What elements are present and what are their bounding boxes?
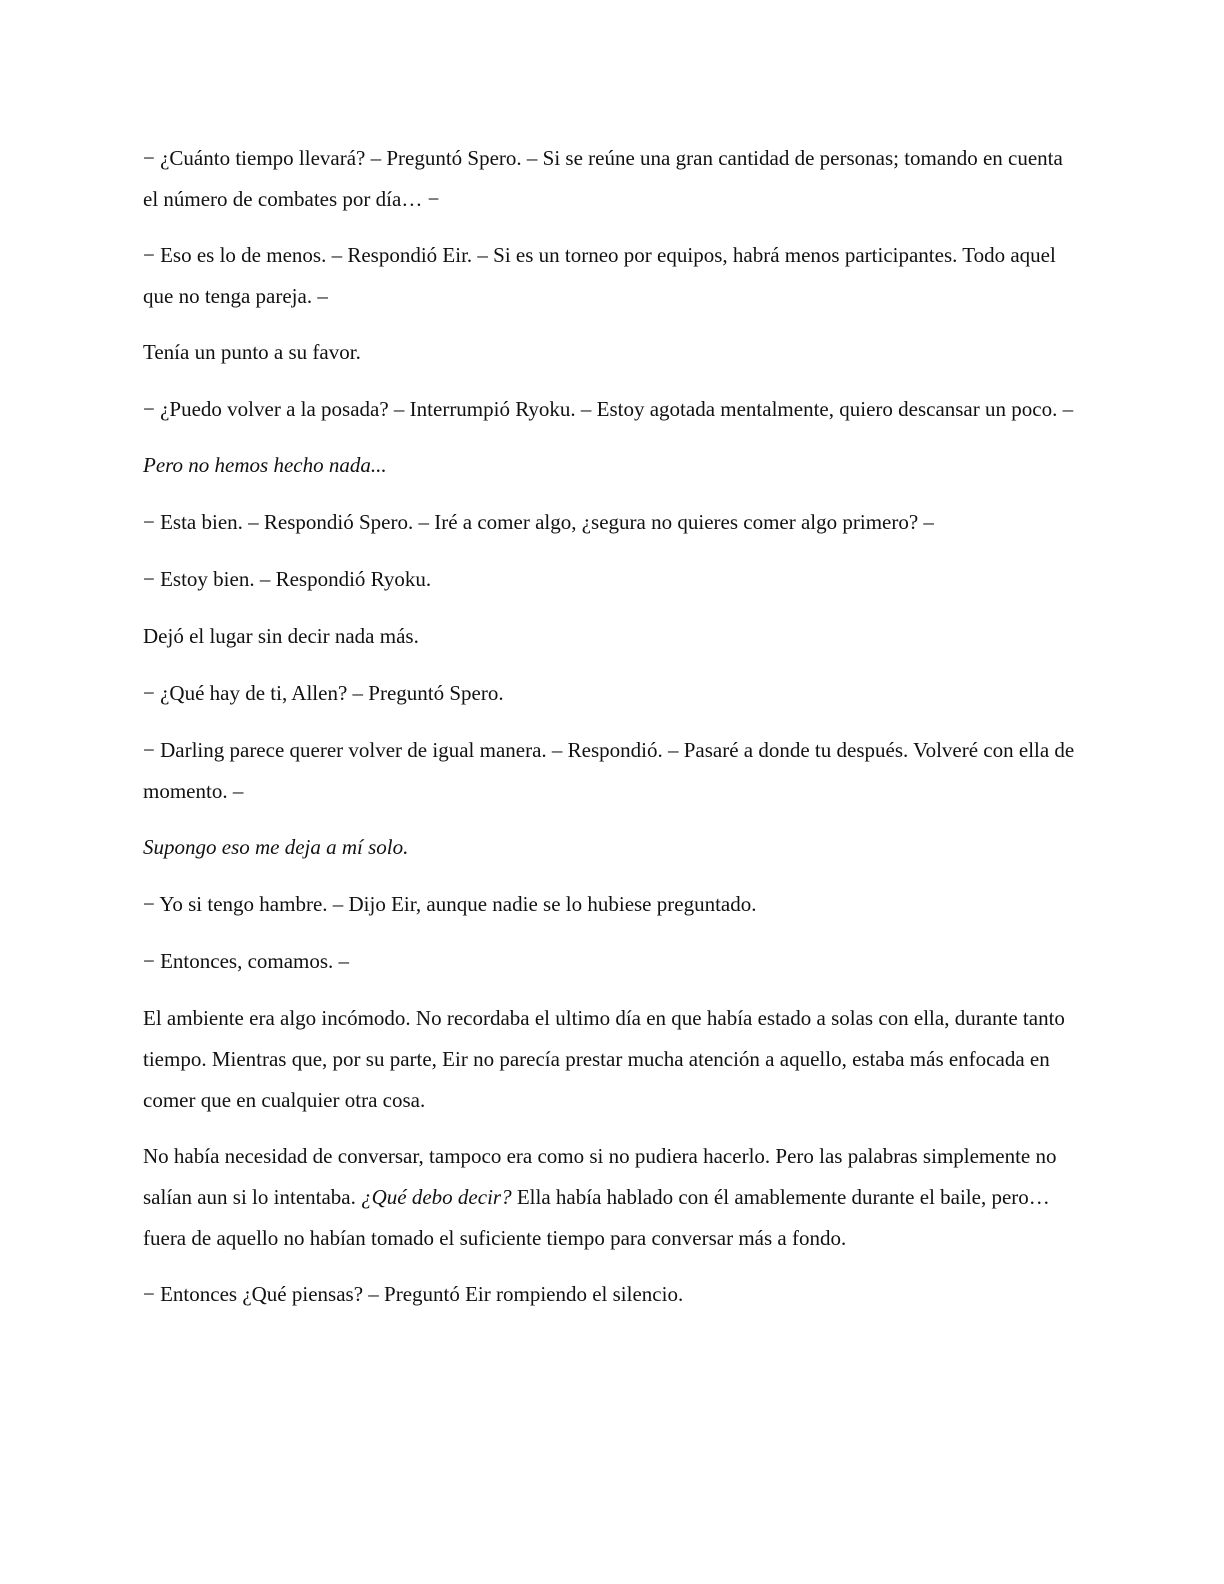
paragraph-text: Tenía un punto a su favor. [143, 340, 361, 364]
italic-thought-inline: ¿Qué debo decir? [361, 1185, 512, 1209]
paragraph-text: − Esta bien. – Respondió Spero. – Iré a comer algo, ¿segura no quieres comer algo primero? – [143, 510, 934, 534]
paragraph [143, 389, 1083, 430]
paragraph [143, 1274, 1083, 1315]
paragraph [143, 502, 1083, 543]
paragraph [143, 941, 1083, 982]
paragraph-text: El ambiente era algo incómodo. No recordaba el ultimo día en que había estado a solas con ella, durante tanto tiempo. Mientras que, por su parte, Eir no parecía prestar mucha atención a aquello, estaba más enfocada en comer que en cualquier otra cosa. [143, 1006, 1065, 1112]
paragraph [143, 673, 1083, 714]
paragraph-italic-thought [143, 445, 1083, 486]
paragraph [143, 235, 1083, 317]
paragraph-text: − Eso es lo de menos. – Respondió Eir. – Si es un torneo por equipos, habrá menos participantes. Todo aquel que no tenga pareja. – [143, 243, 1056, 308]
paragraph [143, 332, 1083, 373]
paragraph-text: No había necesidad de conversar, tampoco era como si no pudiera hacerlo. Pero las palabras simplemente no salían aun si lo intentaba. [143, 1144, 1057, 1209]
paragraph [143, 884, 1083, 925]
paragraph-text: − Darling parece querer volver de igual manera. – Respondió. – Pasaré a donde tu después. Volveré con ella de momento. – [143, 738, 1075, 803]
paragraph [143, 138, 1083, 220]
document-page [143, 138, 1083, 1331]
paragraph-text: − Entonces ¿Qué piensas? – Preguntó Eir rompiendo el silencio. [143, 1282, 684, 1306]
paragraph [143, 1136, 1083, 1259]
paragraph [143, 559, 1083, 600]
paragraph [143, 998, 1083, 1121]
paragraph-text: − ¿Puedo volver a la posada? – Interrumpió Ryoku. – Estoy agotada mentalmente, quiero descansar un poco. – [143, 397, 1074, 421]
paragraph-text: − Estoy bien. – Respondió Ryoku. [143, 567, 432, 591]
paragraph [143, 616, 1083, 657]
paragraph-text: Supongo eso me deja a mí solo. [143, 835, 409, 859]
paragraph-text: − Entonces, comamos. – [143, 949, 350, 973]
paragraph [143, 730, 1083, 812]
paragraph-text: Pero no hemos hecho nada... [143, 453, 387, 477]
paragraph-italic-thought [143, 827, 1083, 868]
paragraph-text: Ella había hablado con él amablemente durante el baile, pero… fuera de aquello no habían tomado el suficiente tiempo para conversar más a fondo. [143, 1185, 1050, 1250]
paragraph-text: Dejó el lugar sin decir nada más. [143, 624, 419, 648]
paragraph-text: − Yo si tengo hambre. – Dijo Eir, aunque nadie se lo hubiese preguntado. [143, 892, 757, 916]
paragraph-text: − ¿Qué hay de ti, Allen? – Preguntó Spero. [143, 681, 504, 705]
paragraph-text: − ¿Cuánto tiempo llevará? – Preguntó Spero. – Si se reúne una gran cantidad de personas; tomando en cuenta el número de combates por día… − [143, 146, 1063, 211]
